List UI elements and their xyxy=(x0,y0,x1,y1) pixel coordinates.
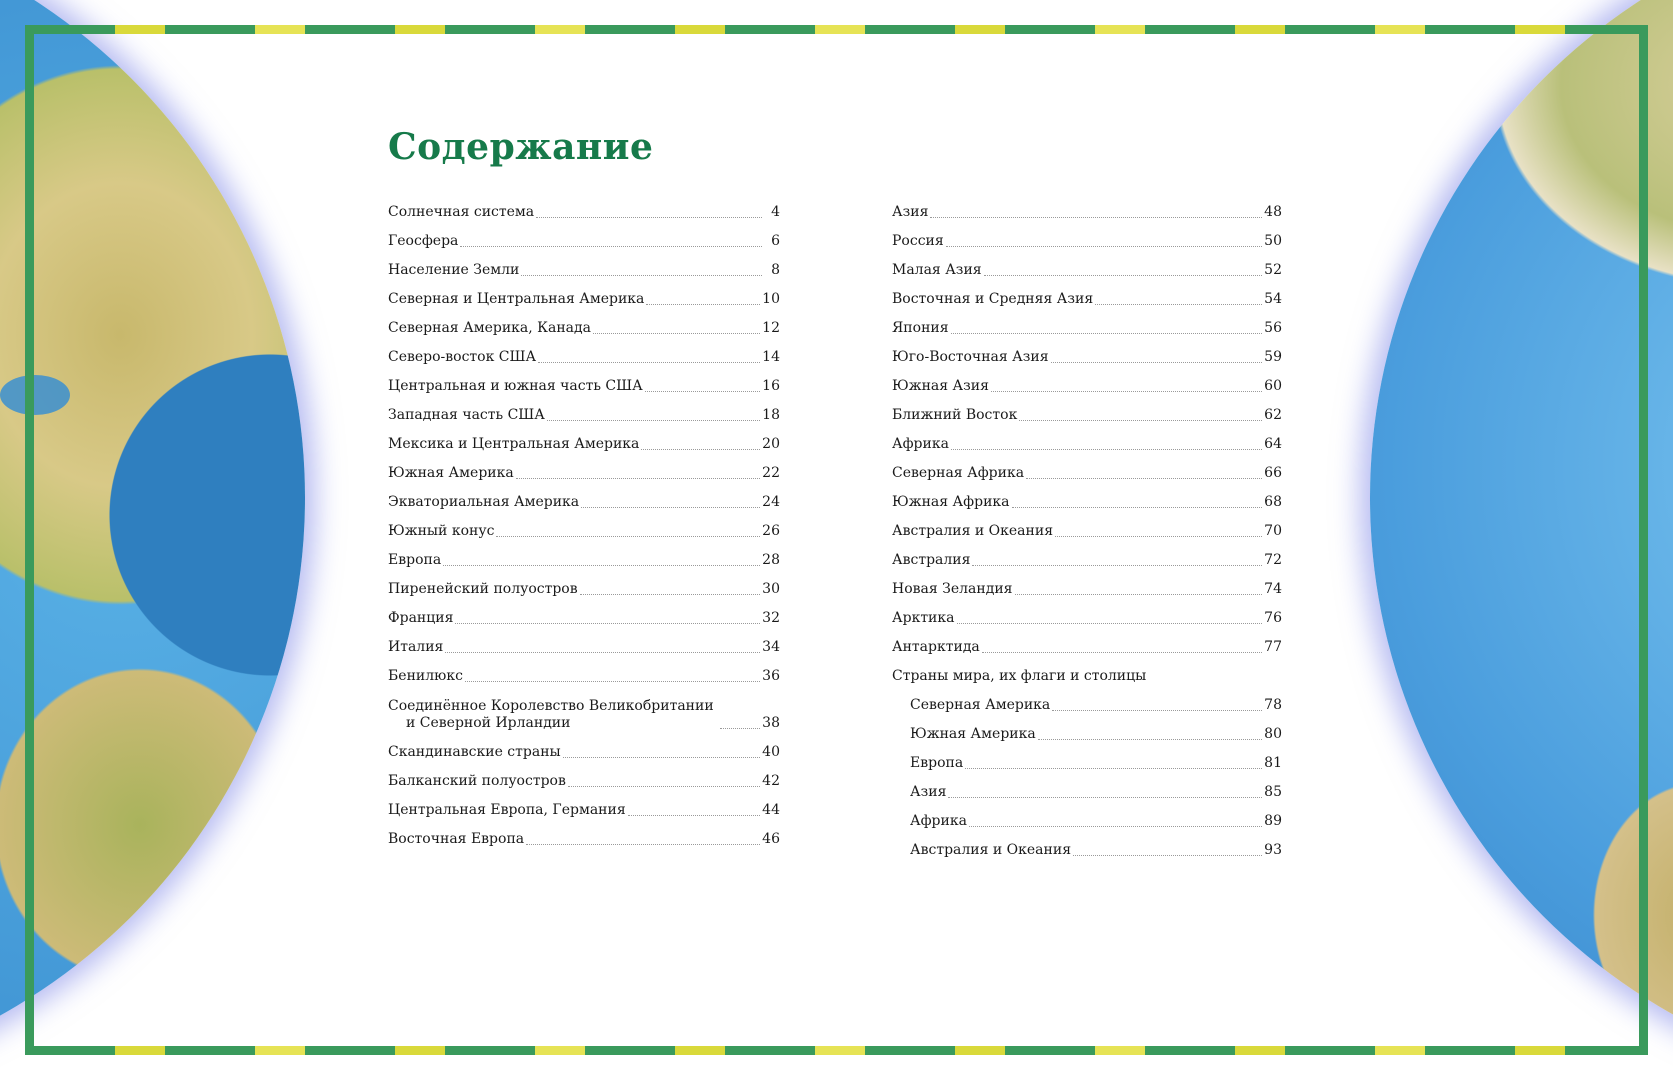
toc-entry[interactable] xyxy=(388,488,780,517)
toc-label: Африка xyxy=(892,436,949,452)
toc-label: Северная и Центральная Америка xyxy=(388,291,645,307)
toc-page-number: 64 xyxy=(1264,436,1282,452)
leader-dots xyxy=(984,275,1263,276)
toc-page-number: 6 xyxy=(771,233,780,249)
leader-dots xyxy=(965,768,1262,769)
leader-dots xyxy=(991,391,1262,392)
toc-label: Италия xyxy=(388,639,444,655)
toc-entry[interactable] xyxy=(388,633,780,662)
leader-dots xyxy=(1015,594,1263,595)
toc-label: Геосфера xyxy=(388,233,459,249)
leader-dots xyxy=(460,246,762,247)
toc-entry[interactable] xyxy=(388,256,780,285)
leader-dots xyxy=(969,826,1262,827)
leader-dots xyxy=(568,786,760,787)
toc-label: Бенилюкс xyxy=(388,668,463,684)
toc-label: Юго-Восточная Азия xyxy=(892,349,1049,365)
toc-label: Австралия xyxy=(892,552,971,568)
leader-dots xyxy=(1073,855,1262,856)
toc-entry[interactable] xyxy=(388,604,780,633)
toc-label: Мексика и Центральная Америка xyxy=(388,436,640,452)
toc-page-number: 32 xyxy=(762,610,780,626)
toc-page-number: 89 xyxy=(1264,813,1282,829)
leader-dots xyxy=(1038,739,1262,740)
leader-dots xyxy=(538,362,760,363)
leader-dots xyxy=(526,844,760,845)
leader-dots xyxy=(1055,536,1262,537)
toc-label: Австралия и Океания xyxy=(910,842,1072,858)
leader-dots xyxy=(455,623,760,624)
leader-dots xyxy=(593,333,760,334)
toc-label: Малая Азия xyxy=(892,262,982,278)
toc-page-number: 30 xyxy=(762,581,780,597)
toc-entry[interactable] xyxy=(892,198,1282,227)
toc-page-number: 66 xyxy=(1264,465,1282,481)
toc-entry[interactable] xyxy=(388,691,780,738)
toc-page-number: 24 xyxy=(762,494,780,510)
toc-entry[interactable] xyxy=(388,767,780,796)
toc-entry[interactable] xyxy=(892,749,1282,778)
toc-page-number: 76 xyxy=(1264,610,1282,626)
toc-label-line-2: и Северной Ирландии xyxy=(406,715,571,731)
toc-entry[interactable] xyxy=(892,836,1282,865)
toc-label: Экваториальная Америка xyxy=(388,494,580,510)
toc-label: Африка xyxy=(910,813,967,829)
toc-entry[interactable] xyxy=(388,314,780,343)
toc-entry[interactable] xyxy=(388,430,780,459)
frame-stripe-top xyxy=(25,25,1648,34)
page-frame xyxy=(25,25,1648,1055)
leader-dots xyxy=(951,449,1262,450)
toc-page-number: 93 xyxy=(1264,842,1282,858)
toc-label: Страны мира, их флаги и столицы xyxy=(892,668,1147,684)
leader-dots xyxy=(645,391,760,392)
toc-page-number: 48 xyxy=(1264,204,1282,220)
toc-page-number: 77 xyxy=(1264,639,1282,655)
toc-entry[interactable] xyxy=(388,401,780,430)
toc-page-number: 46 xyxy=(762,831,780,847)
toc-label: Пиренейский полуостров xyxy=(388,581,578,597)
toc-entry[interactable] xyxy=(892,285,1282,314)
toc-page-number: 78 xyxy=(1264,697,1282,713)
toc-label: Восточная Европа xyxy=(388,831,525,847)
toc-label: Западная часть США xyxy=(388,407,545,423)
toc-page-number: 62 xyxy=(1264,407,1282,423)
leader-dots xyxy=(641,449,760,450)
leader-dots xyxy=(1095,304,1262,305)
page-title: Содержание xyxy=(388,126,654,168)
leader-dots xyxy=(972,565,1262,566)
toc-page-number: 80 xyxy=(1264,726,1282,742)
toc-page-number: 59 xyxy=(1264,349,1282,365)
toc-entry[interactable] xyxy=(388,796,780,825)
toc-page-number: 14 xyxy=(762,349,780,365)
toc-label-line-1: Соединённое Королевство Великобритании xyxy=(388,698,714,714)
toc-page-number: 54 xyxy=(1264,291,1282,307)
leader-dots xyxy=(646,304,760,305)
leader-dots xyxy=(563,757,760,758)
toc-page-number: 74 xyxy=(1264,581,1282,597)
toc-page-number: 85 xyxy=(1264,784,1282,800)
toc-page-number: 20 xyxy=(762,436,780,452)
toc-page-number: 4 xyxy=(771,204,780,220)
toc-label: Северная Африка xyxy=(892,465,1025,481)
leader-dots xyxy=(628,815,761,816)
toc-label: Южная Азия xyxy=(892,378,989,394)
toc-page-number: 10 xyxy=(762,291,780,307)
toc-page-number: 42 xyxy=(762,773,780,789)
toc-page-number: 12 xyxy=(762,320,780,336)
toc-label: Северная Америка xyxy=(910,697,1051,713)
toc-label xyxy=(388,698,718,738)
toc-entry[interactable] xyxy=(892,343,1282,372)
toc-entry[interactable] xyxy=(892,546,1282,575)
leader-dots xyxy=(946,246,1262,247)
toc-page-number: 70 xyxy=(1264,523,1282,539)
toc-entry[interactable] xyxy=(892,459,1282,488)
toc-page-number: 68 xyxy=(1264,494,1282,510)
leader-dots xyxy=(496,536,760,537)
toc-page-number: 72 xyxy=(1264,552,1282,568)
toc-entry[interactable] xyxy=(892,256,1282,285)
toc-section-heading[interactable] xyxy=(892,662,1282,691)
toc-entry[interactable] xyxy=(388,825,780,854)
toc-entry[interactable] xyxy=(892,720,1282,749)
toc-label: Япония xyxy=(892,320,949,336)
leader-dots xyxy=(982,652,1262,653)
toc-entry[interactable] xyxy=(388,517,780,546)
frame-stripe-bottom xyxy=(25,1046,1648,1055)
toc-label: Азия xyxy=(892,204,929,220)
toc-label: Европа xyxy=(388,552,442,568)
leader-dots xyxy=(580,594,761,595)
leader-dots xyxy=(1051,362,1263,363)
toc-page-number: 60 xyxy=(1264,378,1282,394)
toc-label: Северо-восток США xyxy=(388,349,537,365)
leader-dots xyxy=(445,652,760,653)
toc-entry[interactable] xyxy=(892,517,1282,546)
toc-column-right xyxy=(892,198,1282,865)
leader-dots xyxy=(547,420,760,421)
toc-entry[interactable] xyxy=(892,488,1282,517)
toc-label: Франция xyxy=(388,610,454,626)
toc-page-number: 28 xyxy=(762,552,780,568)
toc-entry[interactable] xyxy=(892,430,1282,459)
toc-page-number: 44 xyxy=(762,802,780,818)
toc-label: Центральная Европа, Германия xyxy=(388,802,626,818)
toc-column-left xyxy=(388,198,780,854)
toc-entry[interactable] xyxy=(892,807,1282,836)
leader-dots xyxy=(1052,710,1262,711)
toc-page-number: 22 xyxy=(762,465,780,481)
leader-dots xyxy=(443,565,760,566)
toc-page-number: 50 xyxy=(1264,233,1282,249)
toc-page-number: 34 xyxy=(762,639,780,655)
toc-page-number: 52 xyxy=(1264,262,1282,278)
toc-label: Южная Америка xyxy=(388,465,514,481)
leader-dots xyxy=(1026,478,1262,479)
toc-label: Южная Африка xyxy=(892,494,1010,510)
toc-entry[interactable] xyxy=(892,691,1282,720)
toc-label: Центральная и южная часть США xyxy=(388,378,643,394)
toc-page-number: 16 xyxy=(762,378,780,394)
toc-entry[interactable] xyxy=(388,459,780,488)
leader-dots xyxy=(1019,420,1262,421)
leader-dots xyxy=(951,333,1263,334)
toc-entry[interactable] xyxy=(388,546,780,575)
toc-entry[interactable] xyxy=(388,285,780,314)
leader-dots xyxy=(521,275,762,276)
toc-entry[interactable] xyxy=(892,314,1282,343)
toc-label: Европа xyxy=(910,755,964,771)
leader-dots xyxy=(465,681,760,682)
toc-label: Россия xyxy=(892,233,944,249)
toc-entry[interactable] xyxy=(388,372,780,401)
leader-dots xyxy=(1012,507,1263,508)
toc-label: Северная Америка, Канада xyxy=(388,320,591,336)
toc-entry[interactable] xyxy=(388,198,780,227)
leader-dots xyxy=(720,728,760,729)
toc-label: Австралия и Океания xyxy=(892,523,1054,539)
toc-label: Балканский полуостров xyxy=(388,773,566,789)
toc-entry[interactable] xyxy=(892,227,1282,256)
toc-page-number: 18 xyxy=(762,407,780,423)
leader-dots xyxy=(581,507,760,508)
leader-dots xyxy=(930,217,1262,218)
toc-label: Новая Зеландия xyxy=(892,581,1013,597)
toc-page-number: 81 xyxy=(1264,755,1282,771)
toc-label: Восточная и Средняя Азия xyxy=(892,291,1094,307)
toc-label: Антарктида xyxy=(892,639,980,655)
leader-dots xyxy=(957,623,1263,624)
leader-dots xyxy=(516,478,760,479)
toc-page-number: 36 xyxy=(762,668,780,684)
toc-entry[interactable] xyxy=(892,401,1282,430)
toc-label: Южный конус xyxy=(388,523,495,539)
toc-entry[interactable] xyxy=(388,662,780,691)
toc-entry[interactable] xyxy=(388,575,780,604)
leader-dots xyxy=(948,797,1262,798)
toc-label: Азия xyxy=(910,784,947,800)
toc-entry[interactable] xyxy=(892,778,1282,807)
toc-label: Скандинавские страны xyxy=(388,744,561,760)
toc-page-number: 40 xyxy=(762,744,780,760)
toc-page-number: 56 xyxy=(1264,320,1282,336)
toc-entry[interactable] xyxy=(892,633,1282,662)
toc-page-number: 38 xyxy=(762,715,780,731)
toc-page-number: 8 xyxy=(771,262,780,278)
toc-entry[interactable] xyxy=(388,227,780,256)
leader-dots xyxy=(536,217,762,218)
toc-entry[interactable] xyxy=(892,372,1282,401)
toc-label: Ближний Восток xyxy=(892,407,1018,423)
toc-label: Южная Америка xyxy=(910,726,1036,742)
toc-entry[interactable] xyxy=(892,575,1282,604)
toc-label: Арктика xyxy=(892,610,955,626)
toc-entry[interactable] xyxy=(388,343,780,372)
toc-entry[interactable] xyxy=(388,738,780,767)
toc-entry[interactable] xyxy=(892,604,1282,633)
toc-label: Население Земли xyxy=(388,262,520,278)
toc-page-number: 26 xyxy=(762,523,780,539)
toc-label: Солнечная система xyxy=(388,204,535,220)
